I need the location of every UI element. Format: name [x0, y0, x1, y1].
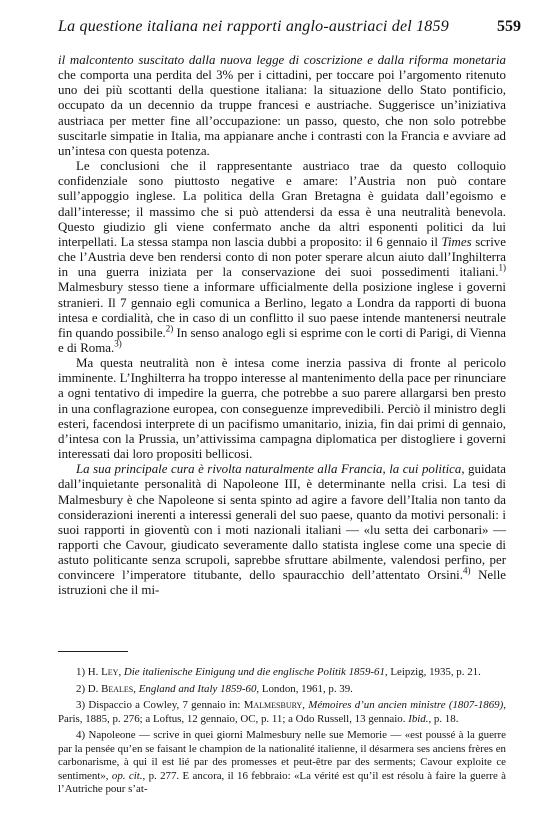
footnote-ref: 3) — [114, 338, 122, 349]
footnotes — [58, 666, 506, 797]
text-span: 1) — [76, 666, 88, 678]
text-span: , Leipzig, 1935, p. 21. — [384, 666, 481, 678]
text-span: , — [133, 682, 139, 695]
text-span: 3) Dispaccio a Cowley, 7 gennaio in: — [76, 699, 244, 711]
footnote-ref: 4) — [462, 566, 471, 577]
text-span: , — [118, 666, 124, 678]
italic-text: il malcontento suscitato dalla nuova legge di coscrizione e dalla riforma monetaria — [58, 53, 506, 67]
text-span: D. Beales — [87, 682, 134, 695]
text-span: , p. 277. E ancora, il 16 febbraio: «La vérité est qu’il est résolu à faire la guerre à l’Autriche pour s’at- — [58, 769, 506, 795]
text-span: guidata dall’inquietante personalità di Napoleone III, è determinante nella crisi. La tesi di Malmesbury è che Napoleone si senta spinto ad agire a favore dell’Italia non tanto da considerazioni inerenti a interessi generali del suo paese, quanto da motivi personali: i suoi rapporti in gioventù con i moti nazionali italiani — «lu setta dei carbonari» — rapporti che Cavour, giudicato severamente dallo statista inglese come una specie di astuto politicante senza scrupoli, saprebbe sfruttare abilmente, valendosi perfino, per convincere l’imperatore titubante, dello spauracchio dell’attentato Orsini. — [58, 462, 506, 583]
footnote — [58, 729, 506, 797]
italic-text: Mémoires d’un ancien ministre (1807-1869) — [308, 699, 504, 711]
italic-text: Ibid. — [408, 712, 429, 725]
text-span: Ma questa neutralità non è intesa come inerzia passiva di fronte al pericolo imminente. L’Inghilterra ha troppo interesse al mantenimento della pace per rinunciare a ogni tentativo di impedire la guerra, che potrebbe a suo parere allargarsi ben presto in una conflagrazione europea, con conseguenze imprevedibili. Perciò il ministro degli esteri, facendosi interprete di un pacifismo umanitario, inizia, fin dai primi di gennaio, d’intesa con la Prussia, un’attivissima campagna diplomatica per distogliere i governi interessati dai loro propositi bellicosi. — [58, 356, 506, 462]
text-span: 2) — [76, 682, 88, 695]
paragraph — [58, 159, 506, 356]
footnote — [58, 666, 506, 680]
footnote — [58, 683, 506, 697]
paragraph — [58, 53, 506, 159]
text-span: Le conclusioni che il rappresentante austriaco trae da questo colloquio confidenziale sono piuttosto negative e amare: l’Austria non può contare sull’appoggio inglese. La politica della Gran Bretagna è guidata dall’egoismo e dall’interesse; il massimo che si può attendersi da essa è una neutralità benevola. Questo giudizio gli viene confermato anche da altri esponenti politici da lui interpellati. La stessa stampa non lascia dubbi a proposito: il 6 gennaio il — [58, 159, 506, 249]
italic-text: Die italienische Einigung und die englische Politik 1859-61 — [123, 666, 385, 678]
paragraph — [58, 356, 506, 462]
italic-text: op. cit. — [111, 769, 143, 782]
running-head — [58, 14, 521, 44]
text-span: , Paris, 1885, p. 276; a Loftus, 12 gennaio, OC, p. 11; a Odo Russell, 13 gennaio. — [58, 699, 506, 725]
text-span: H. Ley — [87, 666, 119, 678]
footnote-ref: 2) — [165, 323, 174, 334]
text-span: 4) Napoleone — scrive in quei giorni Malmesbury nelle sue Memorie — «est poussé à la guerre par la pensée qu’en se faisant le champion de la nationalité italienne, il désarmera ses anciens frères en carbonarisme, à qui il est lié par des promesses et peut-être par des serments; Cavour exploite ce sentiment», — [58, 729, 506, 782]
text-span: , London, 1961, p. 39. — [256, 682, 353, 695]
body-text — [58, 53, 506, 599]
text-span: Malmesbury stesso tiene a informare ufficialmente della posizione inglese i governi stranieri. Il 7 gennaio egli comunica a Berlino, legato a Londra da rapporti di buona intesa e cordialità, che in caso di un conflitto il suo paese intende mantenersi neutrale fin quando possibile. — [58, 280, 506, 340]
italic-text: England and Italy 1859-60 — [138, 682, 257, 695]
running-title: La questione italiana nei rapporti anglo-austriaci del 1859 — [58, 18, 449, 35]
footnote-ref: 1) — [498, 262, 506, 273]
footnote-divider — [58, 651, 128, 652]
text-span: In senso analogo egli si esprime con le corti di Parigi, di Vienna e di Roma. — [58, 325, 506, 355]
italic-text: Times — [441, 234, 472, 249]
text-span: , p. 18. — [428, 712, 459, 725]
italic-text: La sua principale cura è rivolta naturalmente alla Francia, la cui politica, — [76, 462, 465, 477]
text-span: Nelle istruzioni che il mi- — [58, 568, 506, 598]
text-span: Malmesbury — [243, 699, 303, 711]
paragraph — [58, 462, 506, 598]
footnote — [58, 699, 506, 726]
page-number: 559 — [497, 18, 521, 35]
text-span: scrive che l’Austria deve ben rendersi conto di non poter sperare alcun aiuto dall’Inghilterra in una guerra iniziata per la conservazione dei suoi possedimenti italiani. — [58, 234, 506, 280]
text-span: , — [302, 699, 309, 711]
text-span: che comporta una perdita del 3% per i cittadini, per toccare poi l’argomento ritenuto uno dei più scottanti della questione italiana: la situazione dello Stato pontificio, occupato da un decennio da truppe francesi e austriache. Suggerisce un’iniziativa austriaca per metter fine all’occupazione: un passo, questo, che non solo potrebbe suscitarle simpatie in Italia, ma appianare anche i contrasti con la Francia e avviare ad un’intesa con questa potenza. — [58, 68, 506, 158]
